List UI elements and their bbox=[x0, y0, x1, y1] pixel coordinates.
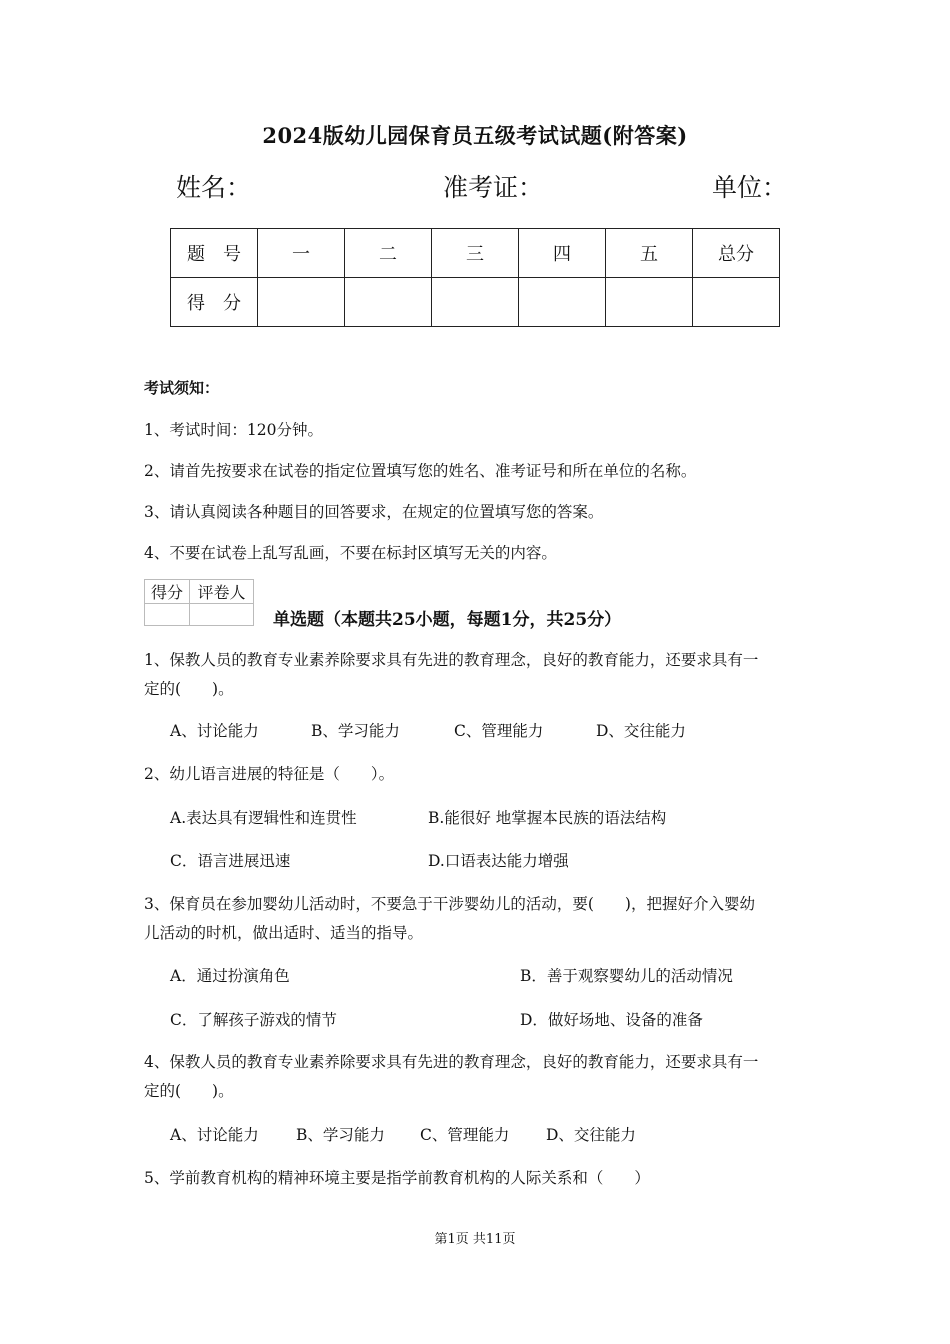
document-title: 2024版幼儿园保育员五级考试试题(附答案) bbox=[262, 123, 688, 148]
q3-option-b[interactable]: B．善于观察婴幼儿的活动情况 bbox=[520, 967, 733, 985]
grader-name-label: 评卷人 bbox=[190, 580, 254, 604]
grader-name-cell[interactable] bbox=[190, 604, 254, 626]
q4-option-d[interactable]: D、交往能力 bbox=[546, 1126, 636, 1144]
score-table-cell: 总分 bbox=[693, 229, 780, 278]
unit-label: 单位： bbox=[712, 173, 788, 202]
q4-option-a[interactable]: A、讨论能力 bbox=[170, 1126, 259, 1144]
q2-option-a[interactable]: A.表达具有逻辑性和连贯性 bbox=[170, 809, 357, 827]
q3-option-a[interactable]: A．通过扮演角色 bbox=[170, 967, 290, 985]
page-footer: 第1页 共11页 bbox=[434, 1232, 516, 1247]
name-label: 姓名： bbox=[176, 173, 252, 202]
score-input-cell[interactable] bbox=[432, 278, 519, 327]
exam-id-label: 准考证： bbox=[443, 173, 544, 202]
score-table bbox=[170, 228, 780, 327]
score-table-cell: 题 号 bbox=[171, 229, 258, 278]
q1-option-b[interactable]: B、学习能力 bbox=[311, 722, 400, 740]
score-table-cell: 四 bbox=[519, 229, 606, 278]
q4-option-b[interactable]: B、学习能力 bbox=[296, 1126, 385, 1144]
q2-option-d[interactable]: D.口语表达能力增强 bbox=[428, 852, 569, 870]
notice-item: 4、不要在试卷上乱写乱画，不要在标封区填写无关的内容。 bbox=[144, 544, 557, 562]
score-table-cell: 三 bbox=[432, 229, 519, 278]
q3-option-d[interactable]: D．做好场地、设备的准备 bbox=[520, 1011, 703, 1029]
q3-option-c[interactable]: C．了解孩子游戏的情节 bbox=[170, 1011, 337, 1029]
q1-option-c[interactable]: C、管理能力 bbox=[454, 722, 544, 740]
question-2-text: 2、幼儿语言进展的特征是（ ）。 bbox=[144, 765, 395, 783]
grader-score-label: 得分 bbox=[145, 580, 190, 604]
notice-item: 2、请首先按要求在试卷的指定位置填写您的姓名、准考证号和所在单位的名称。 bbox=[144, 462, 697, 480]
question-5-text: 5、学前教育机构的精神环境主要是指学前教育机构的人际关系和（ ） bbox=[144, 1169, 650, 1187]
score-input-cell[interactable] bbox=[519, 278, 606, 327]
notice-item: 3、请认真阅读各种题目的回答要求，在规定的位置填写您的答案。 bbox=[144, 503, 604, 521]
question-4-text-cont: 定的( )。 bbox=[144, 1082, 234, 1100]
question-1-text: 1、保教人员的教育专业素养除要求具有先进的教育理念，良好的教育能力，还要求具有一 bbox=[144, 651, 759, 669]
score-table-cell: 二 bbox=[345, 229, 432, 278]
score-input-cell[interactable] bbox=[345, 278, 432, 327]
section-title: 单选题（本题共25小题，每题1分，共25分） bbox=[273, 610, 622, 630]
question-3-text-cont: 儿活动的时机，做出适时、适当的指导。 bbox=[144, 924, 424, 942]
notice-item: 1、考试时间：120分钟。 bbox=[144, 421, 323, 439]
score-table-cell: 一 bbox=[258, 229, 345, 278]
score-row-label: 得 分 bbox=[171, 278, 258, 327]
score-input-cell[interactable] bbox=[606, 278, 693, 327]
question-1-text-cont: 定的( )。 bbox=[144, 680, 234, 698]
grader-score-cell[interactable] bbox=[145, 604, 190, 626]
question-3-text: 3、保育员在参加婴幼儿活动时，不要急于干涉婴幼儿的活动，要( )，把握好介入婴幼 bbox=[144, 895, 755, 913]
score-table-score-row bbox=[171, 278, 780, 327]
score-input-cell[interactable] bbox=[693, 278, 780, 327]
score-table-cell: 五 bbox=[606, 229, 693, 278]
score-table-header-row bbox=[171, 229, 780, 278]
question-4-text: 4、保教人员的教育专业素养除要求具有先进的教育理念，良好的教育能力，还要求具有一 bbox=[144, 1053, 759, 1071]
q2-option-c[interactable]: C．语言进展迅速 bbox=[170, 852, 291, 870]
q4-option-c[interactable]: C、管理能力 bbox=[420, 1126, 510, 1144]
grader-box bbox=[144, 579, 254, 626]
notice-heading: 考试须知： bbox=[144, 379, 220, 397]
q1-option-d[interactable]: D、交往能力 bbox=[596, 722, 686, 740]
score-input-cell[interactable] bbox=[258, 278, 345, 327]
q1-option-a[interactable]: A、讨论能力 bbox=[170, 722, 259, 740]
q2-option-b[interactable]: B.能很好 地掌握本民族的语法结构 bbox=[428, 809, 667, 827]
